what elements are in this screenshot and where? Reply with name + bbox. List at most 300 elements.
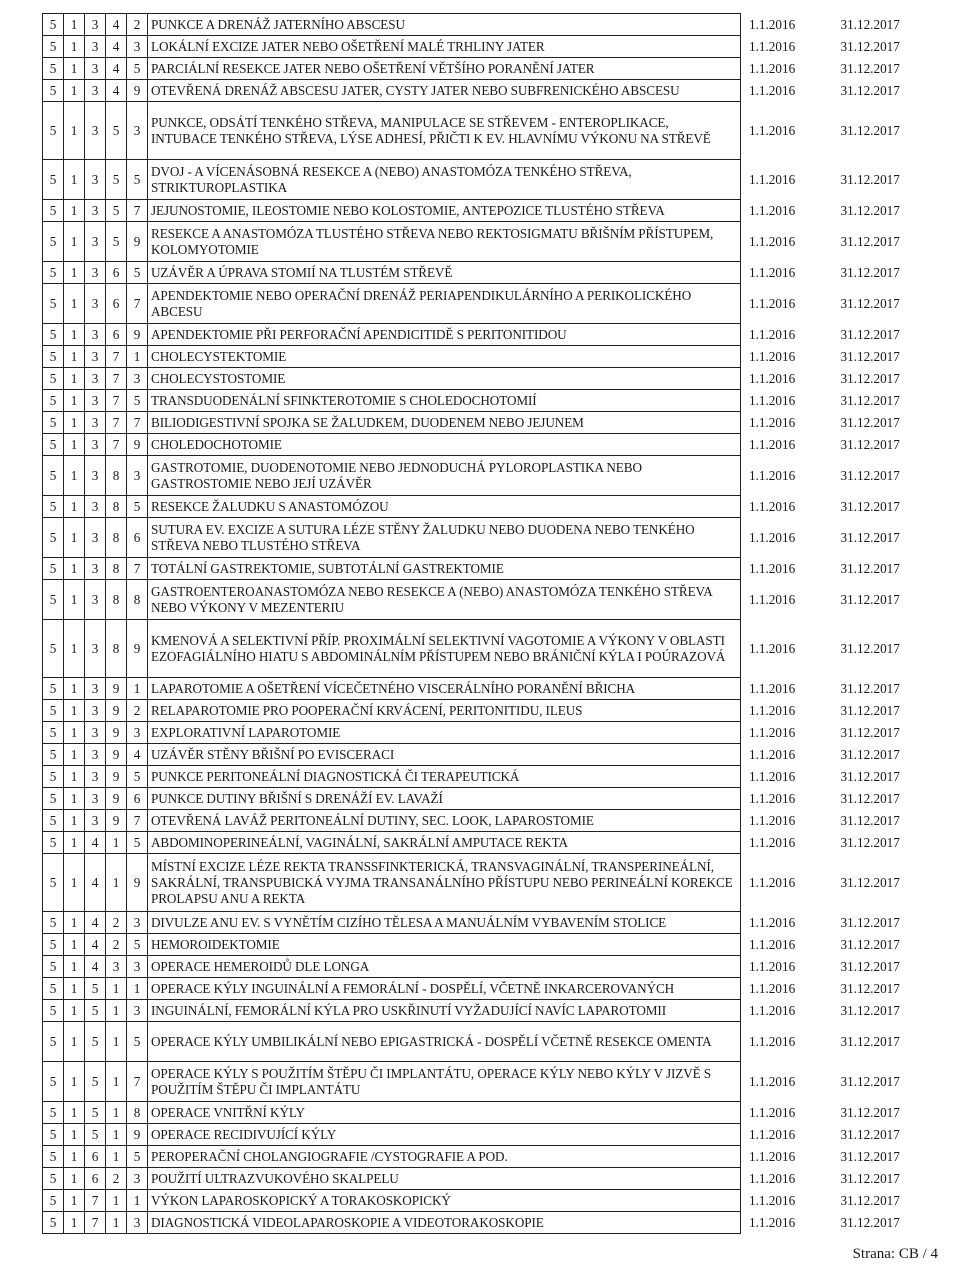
code-digit-4: 8 [106, 558, 127, 580]
code-digit-5: 3 [127, 36, 148, 58]
code-digit-1: 5 [43, 1168, 64, 1190]
procedure-name: TRANSDUODENÁLNÍ SFINKTEROTOMIE S CHOLEDOCHOTOMIÍ [148, 390, 741, 412]
code-digit-3: 3 [85, 518, 106, 558]
code-digit-5: 7 [127, 200, 148, 222]
code-digit-1: 5 [43, 102, 64, 160]
valid-from-date: 1.1.2016 [749, 1104, 796, 1120]
procedure-name: DIVULZE ANU EV. S VYNĚTÍM CIZÍHO TĚLESA A MANUÁLNÍM VYBAVENÍM STOLICE [148, 912, 741, 934]
valid-from-date: 1.1.2016 [749, 980, 796, 996]
valid-to-date: 31.12.2017 [840, 529, 900, 545]
code-digit-5: 7 [127, 558, 148, 580]
table-row [43, 580, 921, 620]
procedure-name: RESEKCE A ANASTOMÓZA TLUSTÉHO STŘEVA NEBO REKTOSIGMATU BŘIŠNÍM PŘÍSTUPEM, KOLOMYOTOMIE [148, 222, 741, 262]
code-digit-3: 3 [85, 558, 106, 580]
valid-to-date: 31.12.2017 [840, 1214, 900, 1230]
code-digit-2: 1 [64, 262, 85, 284]
page-number-label: Strana: CB / 4 [852, 1246, 938, 1262]
code-digit-3: 3 [85, 368, 106, 390]
code-digit-5: 7 [127, 284, 148, 324]
procedure-name: UZÁVĚR STĚNY BŘIŠNÍ PO EVISCERACI [148, 744, 741, 766]
code-digit-4: 8 [106, 580, 127, 620]
valid-to-date: 31.12.2017 [840, 370, 900, 386]
valid-to-date: 31.12.2017 [840, 790, 900, 806]
code-digit-3: 4 [85, 832, 106, 854]
valid-to-date: 31.12.2017 [840, 16, 900, 32]
valid-from-date: 1.1.2016 [749, 914, 796, 930]
code-digit-3: 3 [85, 456, 106, 496]
valid-to-date: 31.12.2017 [840, 82, 900, 98]
code-digit-2: 1 [64, 912, 85, 934]
procedure-name: CHOLEDOCHOTOMIE [148, 434, 741, 456]
valid-to-date: 31.12.2017 [840, 914, 900, 930]
valid-to-date: 31.12.2017 [840, 202, 900, 218]
code-digit-5: 9 [127, 1124, 148, 1146]
procedure-name: VÝKON LAPAROSKOPICKÝ A TORAKOSKOPICKÝ [148, 1190, 741, 1212]
table-row [43, 1146, 921, 1168]
code-digit-3: 3 [85, 160, 106, 200]
valid-from-date: 1.1.2016 [749, 1002, 796, 1018]
code-digit-3: 3 [85, 810, 106, 832]
code-digit-5: 2 [127, 700, 148, 722]
code-digit-4: 1 [106, 1212, 127, 1234]
valid-to-date: 31.12.2017 [840, 640, 900, 656]
code-digit-2: 1 [64, 346, 85, 368]
code-digit-2: 1 [64, 434, 85, 456]
table-row [43, 58, 921, 80]
code-digit-4: 4 [106, 36, 127, 58]
table-row [43, 678, 921, 700]
code-digit-3: 3 [85, 700, 106, 722]
code-digit-3: 4 [85, 956, 106, 978]
valid-to-date: 31.12.2017 [840, 233, 900, 249]
code-digit-4: 7 [106, 390, 127, 412]
code-digit-4: 5 [106, 160, 127, 200]
code-digit-4: 9 [106, 722, 127, 744]
code-digit-1: 5 [43, 222, 64, 262]
valid-from-date: 1.1.2016 [749, 1170, 796, 1186]
code-digit-5: 5 [127, 262, 148, 284]
table-row [43, 412, 921, 434]
valid-from-date: 1.1.2016 [749, 171, 796, 187]
valid-from-date: 1.1.2016 [749, 82, 796, 98]
valid-to-date: 31.12.2017 [840, 936, 900, 952]
code-digit-4: 1 [106, 1102, 127, 1124]
code-digit-3: 5 [85, 1000, 106, 1022]
valid-to-date: 31.12.2017 [840, 467, 900, 483]
table-row [43, 1062, 921, 1102]
code-digit-4: 1 [106, 1062, 127, 1102]
code-digit-2: 1 [64, 412, 85, 434]
code-digit-3: 3 [85, 744, 106, 766]
code-digit-1: 5 [43, 766, 64, 788]
code-digit-2: 1 [64, 1190, 85, 1212]
table-row [43, 744, 921, 766]
code-digit-5: 1 [127, 1190, 148, 1212]
procedure-name: LAPAROTOMIE A OŠETŘENÍ VÍCEČETNÉHO VISCERÁLNÍHO PORANĚNÍ BŘICHA [148, 678, 741, 700]
table-row [43, 518, 921, 558]
code-digit-2: 1 [64, 324, 85, 346]
table-row [43, 102, 921, 160]
valid-from-date: 1.1.2016 [749, 1073, 796, 1089]
code-digit-2: 1 [64, 978, 85, 1000]
code-digit-5: 9 [127, 620, 148, 678]
code-digit-2: 1 [64, 810, 85, 832]
code-digit-5: 1 [127, 678, 148, 700]
table-row [43, 1022, 921, 1062]
code-digit-3: 5 [85, 1124, 106, 1146]
table-row [43, 788, 921, 810]
procedure-name: BILIODIGESTIVNÍ SPOJKA SE ŽALUDKEM, DUODENEM NEBO JEJUNEM [148, 412, 741, 434]
code-digit-5: 3 [127, 956, 148, 978]
procedure-name: ABDOMINOPERINEÁLNÍ, VAGINÁLNÍ, SAKRÁLNÍ AMPUTACE REKTA [148, 832, 741, 854]
procedure-name: CHOLECYSTOSTOMIE [148, 368, 741, 390]
code-digit-3: 3 [85, 200, 106, 222]
code-digit-4: 2 [106, 1168, 127, 1190]
code-digit-5: 5 [127, 390, 148, 412]
valid-to-date: 31.12.2017 [840, 392, 900, 408]
code-digit-5: 5 [127, 934, 148, 956]
code-digit-4: 1 [106, 1190, 127, 1212]
table-row [43, 36, 921, 58]
code-digit-5: 5 [127, 832, 148, 854]
procedure-name: PEROPERAČNÍ CHOLANGIOGRAFIE /CYSTOGRAFIE A POD. [148, 1146, 741, 1168]
procedure-name: APENDEKTOMIE NEBO OPERAČNÍ DRENÁŽ PERIAPENDIKULÁRNÍHO A PERIKOLICKÉHO ABCESU [148, 284, 741, 324]
procedure-name: DVOJ - A VÍCENÁSOBNÁ RESEKCE A (NEBO) ANASTOMÓZA TENKÉHO STŘEVA, STRIKTUROPLASTIKA [148, 160, 741, 200]
code-digit-5: 7 [127, 810, 148, 832]
valid-from-date: 1.1.2016 [749, 392, 796, 408]
valid-to-date: 31.12.2017 [840, 958, 900, 974]
code-digit-3: 4 [85, 854, 106, 912]
code-digit-1: 5 [43, 346, 64, 368]
procedure-name: APENDEKTOMIE PŘI PERFORAČNÍ APENDICITIDĚ S PERITONITIDOU [148, 324, 741, 346]
table-row [43, 390, 921, 412]
code-digit-4: 8 [106, 518, 127, 558]
valid-from-date: 1.1.2016 [749, 768, 796, 784]
code-digit-5: 9 [127, 80, 148, 102]
code-digit-2: 1 [64, 788, 85, 810]
code-digit-5: 3 [127, 1212, 148, 1234]
table-row [43, 160, 921, 200]
code-digit-3: 3 [85, 222, 106, 262]
code-digit-3: 3 [85, 80, 106, 102]
valid-to-date: 31.12.2017 [840, 560, 900, 576]
code-digit-4: 8 [106, 456, 127, 496]
code-digit-1: 5 [43, 160, 64, 200]
code-digit-1: 5 [43, 1146, 64, 1168]
table-row [43, 496, 921, 518]
procedure-name: GASTROTOMIE, DUODENOTOMIE NEBO JEDNODUCHÁ PYLOROPLASTIKA NEBO GASTROSTOMIE NEBO JEJÍ UZÁVĚR [148, 456, 741, 496]
code-digit-1: 5 [43, 200, 64, 222]
code-digit-4: 9 [106, 766, 127, 788]
code-digit-1: 5 [43, 324, 64, 346]
procedure-name: RESEKCE ŽALUDKU S ANASTOMÓZOU [148, 496, 741, 518]
procedure-name: PUNKCE DUTINY BŘIŠNÍ S DRENÁŽÍ EV. LAVAŽÍ [148, 788, 741, 810]
code-digit-4: 1 [106, 832, 127, 854]
valid-from-date: 1.1.2016 [749, 790, 796, 806]
valid-from-date: 1.1.2016 [749, 348, 796, 364]
code-digit-4: 5 [106, 200, 127, 222]
procedure-name: OPERACE VNITŘNÍ KÝLY [148, 1102, 741, 1124]
code-digit-4: 7 [106, 368, 127, 390]
valid-from-date: 1.1.2016 [749, 874, 796, 890]
valid-from-date: 1.1.2016 [749, 1148, 796, 1164]
table-row [43, 854, 921, 912]
code-digit-5: 2 [127, 14, 148, 36]
code-digit-1: 5 [43, 620, 64, 678]
code-digit-4: 6 [106, 284, 127, 324]
code-digit-1: 5 [43, 1124, 64, 1146]
table-row [43, 832, 921, 854]
code-digit-4: 9 [106, 810, 127, 832]
code-digit-1: 5 [43, 390, 64, 412]
code-digit-3: 3 [85, 620, 106, 678]
code-digit-3: 3 [85, 36, 106, 58]
valid-from-date: 1.1.2016 [749, 295, 796, 311]
code-digit-3: 3 [85, 346, 106, 368]
code-digit-3: 3 [85, 14, 106, 36]
code-digit-4: 1 [106, 1124, 127, 1146]
procedure-name: PUNKCE A DRENÁŽ JATERNÍHO ABSCESU [148, 14, 741, 36]
valid-to-date: 31.12.2017 [840, 295, 900, 311]
code-digit-1: 5 [43, 854, 64, 912]
valid-from-date: 1.1.2016 [749, 746, 796, 762]
code-digit-2: 1 [64, 496, 85, 518]
valid-to-date: 31.12.2017 [840, 1002, 900, 1018]
code-digit-1: 5 [43, 1102, 64, 1124]
code-digit-5: 1 [127, 346, 148, 368]
code-digit-1: 5 [43, 80, 64, 102]
code-digit-5: 5 [127, 1146, 148, 1168]
code-digit-1: 5 [43, 956, 64, 978]
table-row [43, 262, 921, 284]
code-digit-1: 5 [43, 722, 64, 744]
valid-from-date: 1.1.2016 [749, 680, 796, 696]
code-digit-5: 8 [127, 580, 148, 620]
valid-to-date: 31.12.2017 [840, 746, 900, 762]
code-digit-1: 5 [43, 1190, 64, 1212]
code-digit-2: 1 [64, 160, 85, 200]
code-digit-2: 1 [64, 832, 85, 854]
code-digit-5: 5 [127, 1022, 148, 1062]
table-row [43, 1168, 921, 1190]
table-row [43, 912, 921, 934]
code-digit-2: 1 [64, 744, 85, 766]
code-digit-1: 5 [43, 14, 64, 36]
valid-to-date: 31.12.2017 [840, 38, 900, 54]
code-digit-2: 1 [64, 766, 85, 788]
valid-to-date: 31.12.2017 [840, 1170, 900, 1186]
code-digit-1: 5 [43, 810, 64, 832]
code-digit-3: 4 [85, 934, 106, 956]
code-digit-4: 9 [106, 788, 127, 810]
table-row [43, 368, 921, 390]
valid-to-date: 31.12.2017 [840, 122, 900, 138]
code-digit-5: 3 [127, 1000, 148, 1022]
code-digit-1: 5 [43, 580, 64, 620]
valid-to-date: 31.12.2017 [840, 436, 900, 452]
code-digit-4: 6 [106, 262, 127, 284]
code-digit-2: 1 [64, 368, 85, 390]
code-digit-4: 3 [106, 956, 127, 978]
procedure-name: HEMOROIDEKTOMIE [148, 934, 741, 956]
procedure-code-table [42, 13, 921, 1234]
code-digit-4: 1 [106, 1000, 127, 1022]
code-digit-4: 7 [106, 434, 127, 456]
code-digit-5: 9 [127, 854, 148, 912]
code-digit-1: 5 [43, 788, 64, 810]
code-digit-2: 1 [64, 1000, 85, 1022]
valid-to-date: 31.12.2017 [840, 1073, 900, 1089]
code-digit-4: 1 [106, 854, 127, 912]
valid-from-date: 1.1.2016 [749, 60, 796, 76]
valid-from-date: 1.1.2016 [749, 640, 796, 656]
valid-from-date: 1.1.2016 [749, 370, 796, 386]
valid-to-date: 31.12.2017 [840, 980, 900, 996]
table-row [43, 1124, 921, 1146]
table-row [43, 934, 921, 956]
table-row [43, 80, 921, 102]
code-digit-4: 6 [106, 324, 127, 346]
code-digit-3: 3 [85, 766, 106, 788]
table-row [43, 620, 921, 678]
valid-to-date: 31.12.2017 [840, 264, 900, 280]
code-digit-4: 1 [106, 1022, 127, 1062]
valid-from-date: 1.1.2016 [749, 812, 796, 828]
procedure-name: MÍSTNÍ EXCIZE LÉZE REKTA TRANSSFINKTERICKÁ, TRANSVAGINÁLNÍ, TRANSPERINEÁLNÍ, SAKRÁLNÍ, TRANSPUBICKÁ VYJMA TRANSANÁLNÍHO PŘÍSTUPU NEBO PERINEÁLNÍ KOREKCE PROLAPSU ANU A REKTA [148, 854, 741, 912]
table-body [43, 14, 921, 1234]
code-digit-2: 1 [64, 580, 85, 620]
code-digit-5: 9 [127, 324, 148, 346]
code-digit-4: 7 [106, 346, 127, 368]
code-digit-1: 5 [43, 1000, 64, 1022]
code-digit-3: 3 [85, 678, 106, 700]
table-row [43, 722, 921, 744]
procedure-name: DIAGNOSTICKÁ VIDEOLAPAROSKOPIE A VIDEOTORAKOSKOPIE [148, 1212, 741, 1234]
code-digit-5: 3 [127, 912, 148, 934]
procedure-name: OPERACE RECIDIVUJÍCÍ KÝLY [148, 1124, 741, 1146]
code-digit-3: 3 [85, 324, 106, 346]
valid-to-date: 31.12.2017 [840, 768, 900, 784]
code-digit-5: 4 [127, 744, 148, 766]
table-row [43, 558, 921, 580]
valid-from-date: 1.1.2016 [749, 38, 796, 54]
code-digit-1: 5 [43, 934, 64, 956]
table-row [43, 222, 921, 262]
code-digit-1: 5 [43, 1062, 64, 1102]
table-row [43, 200, 921, 222]
valid-from-date: 1.1.2016 [749, 326, 796, 342]
valid-to-date: 31.12.2017 [840, 812, 900, 828]
valid-to-date: 31.12.2017 [840, 680, 900, 696]
code-digit-2: 1 [64, 1022, 85, 1062]
valid-to-date: 31.12.2017 [840, 702, 900, 718]
code-digit-2: 1 [64, 722, 85, 744]
code-digit-3: 6 [85, 1168, 106, 1190]
code-digit-4: 9 [106, 700, 127, 722]
valid-to-date: 31.12.2017 [840, 591, 900, 607]
code-digit-1: 5 [43, 518, 64, 558]
code-digit-5: 3 [127, 1168, 148, 1190]
code-digit-5: 7 [127, 1062, 148, 1102]
code-digit-3: 3 [85, 262, 106, 284]
code-digit-1: 5 [43, 1022, 64, 1062]
valid-to-date: 31.12.2017 [840, 1126, 900, 1142]
code-digit-3: 3 [85, 390, 106, 412]
code-digit-2: 1 [64, 620, 85, 678]
code-digit-3: 7 [85, 1190, 106, 1212]
valid-to-date: 31.12.2017 [840, 326, 900, 342]
code-digit-4: 5 [106, 102, 127, 160]
code-digit-5: 3 [127, 102, 148, 160]
valid-to-date: 31.12.2017 [840, 874, 900, 890]
code-digit-3: 3 [85, 434, 106, 456]
procedure-name: EXPLORATIVNÍ LAPAROTOMIE [148, 722, 741, 744]
procedure-name: PUNKCE PERITONEÁLNÍ DIAGNOSTICKÁ ČI TERAPEUTICKÁ [148, 766, 741, 788]
valid-to-date: 31.12.2017 [840, 1148, 900, 1164]
procedure-name: JEJUNOSTOMIE, ILEOSTOMIE NEBO KOLOSTOMIE, ANTEPOZICE TLUSTÉHO STŘEVA [148, 200, 741, 222]
code-digit-5: 1 [127, 978, 148, 1000]
code-digit-2: 1 [64, 390, 85, 412]
valid-from-date: 1.1.2016 [749, 233, 796, 249]
table-row [43, 1102, 921, 1124]
procedure-name: OPERACE HEMEROIDŮ DLE LONGA [148, 956, 741, 978]
valid-from-date: 1.1.2016 [749, 724, 796, 740]
code-digit-2: 1 [64, 102, 85, 160]
code-digit-2: 1 [64, 1124, 85, 1146]
code-digit-1: 5 [43, 496, 64, 518]
valid-from-date: 1.1.2016 [749, 958, 796, 974]
code-digit-4: 1 [106, 978, 127, 1000]
code-digit-5: 5 [127, 496, 148, 518]
code-digit-2: 1 [64, 222, 85, 262]
table-row [43, 766, 921, 788]
procedure-name: PARCIÁLNÍ RESEKCE JATER NEBO OŠETŘENÍ VĚTŠÍHO PORANĚNÍ JATER [148, 58, 741, 80]
procedure-name: INGUINÁLNÍ, FEMORÁLNÍ KÝLA PRO USKŘINUTÍ VYŽADUJÍCÍ NAVÍC LAPAROTOMII [148, 1000, 741, 1022]
procedure-name: TOTÁLNÍ GASTREKTOMIE, SUBTOTÁLNÍ GASTREKTOMIE [148, 558, 741, 580]
valid-from-date: 1.1.2016 [749, 1214, 796, 1230]
code-digit-1: 5 [43, 456, 64, 496]
procedure-name: OPERACE KÝLY INGUINÁLNÍ A FEMORÁLNÍ - DOSPĚLÍ, VČETNĚ INKARCEROVANÝCH [148, 978, 741, 1000]
valid-from-date: 1.1.2016 [749, 1192, 796, 1208]
code-digit-3: 3 [85, 496, 106, 518]
code-digit-5: 9 [127, 222, 148, 262]
valid-from-date: 1.1.2016 [749, 1126, 796, 1142]
code-digit-5: 5 [127, 58, 148, 80]
valid-from-date: 1.1.2016 [749, 702, 796, 718]
code-digit-2: 1 [64, 1146, 85, 1168]
valid-to-date: 31.12.2017 [840, 1192, 900, 1208]
table-row [43, 346, 921, 368]
table-row [43, 434, 921, 456]
code-digit-1: 5 [43, 832, 64, 854]
code-digit-4: 2 [106, 912, 127, 934]
code-digit-2: 1 [64, 80, 85, 102]
procedure-name: PUNKCE, ODSÁTÍ TENKÉHO STŘEVA, MANIPULACE SE STŘEVEM - ENTEROPLIKACE, INTUBACE TENKÉHO STŘEVA, LÝSE ADHESÍ, PŘIČTI K EV. HLAVNÍMU VÝKONU NA STŘEVĚ [148, 102, 741, 160]
code-digit-4: 2 [106, 934, 127, 956]
code-digit-3: 4 [85, 912, 106, 934]
valid-from-date: 1.1.2016 [749, 414, 796, 430]
page-footer [853, 1246, 938, 1263]
valid-to-date: 31.12.2017 [840, 1104, 900, 1120]
code-digit-4: 8 [106, 496, 127, 518]
code-digit-1: 5 [43, 262, 64, 284]
code-digit-4: 5 [106, 222, 127, 262]
code-digit-3: 3 [85, 412, 106, 434]
table-row [43, 978, 921, 1000]
code-digit-3: 5 [85, 1062, 106, 1102]
valid-from-date: 1.1.2016 [749, 834, 796, 850]
code-digit-1: 5 [43, 412, 64, 434]
